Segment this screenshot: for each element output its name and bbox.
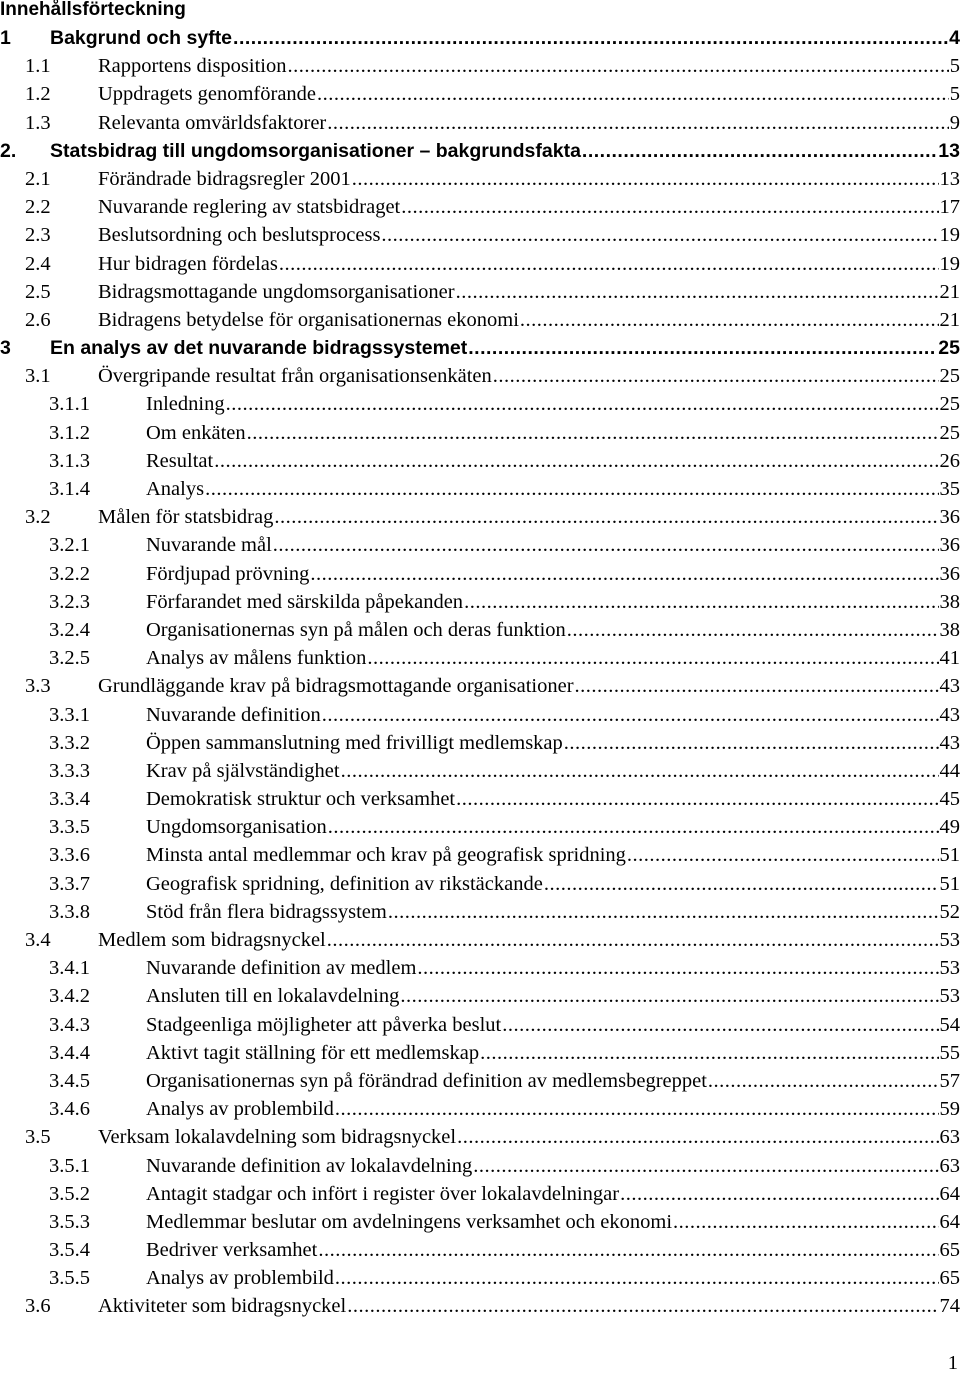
- toc-entry-number: 2.1: [25, 167, 51, 190]
- toc-entry-number: 3.4.4: [49, 1041, 90, 1064]
- toc-entry[interactable]: [0, 109, 960, 137]
- toc-entry-page: 25: [939, 365, 960, 388]
- dot-leader: [544, 870, 939, 898]
- toc-entry[interactable]: [0, 1180, 960, 1208]
- dot-leader: [381, 221, 938, 249]
- toc-entry-page: 38: [939, 618, 960, 641]
- toc-entry[interactable]: [0, 588, 960, 616]
- toc-entry-number: 3.3.6: [49, 844, 90, 867]
- toc-entry-number: 3.2.3: [49, 590, 90, 613]
- toc-entry-page: 49: [939, 816, 960, 839]
- toc-entry-page: 43: [939, 731, 960, 754]
- toc-entry-page: 17: [939, 196, 960, 219]
- toc-entry-number: 3.5.4: [49, 1239, 90, 1262]
- dot-leader: [247, 419, 939, 447]
- table-of-contents: [0, 24, 960, 1321]
- toc-entry-title: Nuvarande definition av medlem: [146, 957, 417, 980]
- toc-entry-title: Om enkäten: [146, 421, 246, 444]
- toc-entry-title: Fördjupad prövning: [146, 562, 310, 585]
- toc-entry-number: 3.3.1: [49, 703, 90, 726]
- dot-leader: [457, 1123, 938, 1151]
- toc-entry-number: 2.2: [25, 196, 51, 219]
- dot-leader: [620, 1180, 938, 1208]
- toc-entry-page: 43: [939, 703, 960, 726]
- toc-entry-title: Förändrade bidragsregler 2001: [98, 167, 351, 190]
- dot-leader: [347, 1292, 938, 1320]
- dot-leader: [327, 926, 939, 954]
- toc-entry[interactable]: [0, 644, 960, 672]
- toc-entry-page: 53: [939, 985, 960, 1008]
- toc-entry-page: 57: [939, 1069, 960, 1092]
- toc-entry-page: 38: [939, 590, 960, 613]
- dot-leader: [273, 531, 939, 559]
- toc-entry-title: Nuvarande definition: [146, 703, 321, 726]
- toc-entry[interactable]: [0, 390, 960, 418]
- toc-entry-page: 64: [939, 1182, 960, 1205]
- toc-entry-number: 3.3.3: [49, 759, 90, 782]
- toc-entry-page: 51: [939, 844, 960, 867]
- dot-leader: [335, 1264, 939, 1292]
- toc-entry-page: 25: [939, 393, 960, 416]
- toc-entry-page: 5: [949, 83, 960, 106]
- toc-entry[interactable]: [0, 334, 960, 362]
- toc-entry-page: 63: [939, 1154, 960, 1177]
- dot-leader: [352, 165, 939, 193]
- toc-entry-title: Relevanta omvärldsfaktorer: [98, 111, 327, 134]
- dot-leader: [205, 475, 938, 503]
- toc-entry[interactable]: [0, 982, 960, 1010]
- toc-entry-title: Analys av problembild: [146, 1267, 334, 1290]
- toc-entry[interactable]: [0, 813, 960, 841]
- toc-entry[interactable]: [0, 1292, 960, 1320]
- toc-entry-page: 55: [939, 1041, 960, 1064]
- toc-entry[interactable]: [0, 278, 960, 306]
- toc-entry-page: 21: [939, 308, 960, 331]
- dot-leader: [279, 250, 939, 278]
- toc-entry-title: Uppdragets genomförande: [98, 83, 317, 106]
- toc-entry-title: Ungdomsorganisation: [146, 816, 327, 839]
- toc-heading: Innehållsförteckning: [0, 0, 186, 20]
- toc-entry-title: Aktivt tagit ställning för ett medlemskap: [146, 1041, 480, 1064]
- dot-leader: [456, 785, 938, 813]
- toc-entry-title: Stadgeenliga möjligheter att påverka beslut: [146, 1013, 502, 1036]
- toc-entry-page: 59: [939, 1098, 960, 1121]
- toc-entry-page: 36: [939, 562, 960, 585]
- toc-entry-page: 35: [939, 478, 960, 500]
- toc-entry[interactable]: [0, 560, 960, 588]
- toc-entry[interactable]: [0, 757, 960, 785]
- toc-entry-page: 25: [939, 421, 960, 444]
- toc-entry[interactable]: [0, 616, 960, 644]
- dot-leader: [456, 278, 939, 306]
- toc-entry-page: 51: [939, 872, 960, 895]
- toc-entry[interactable]: [0, 447, 960, 475]
- toc-entry-page: 52: [939, 900, 960, 923]
- toc-entry-title: Nuvarande definition av lokalavdelning: [146, 1154, 473, 1177]
- dot-leader: [708, 1067, 939, 1095]
- toc-entry-title: Bidragsmottagande ungdomsorganisationer: [98, 280, 455, 303]
- toc-entry[interactable]: [0, 250, 960, 278]
- dot-leader: [318, 1236, 938, 1264]
- toc-entry-number: 3.4.3: [49, 1013, 90, 1036]
- dot-leader: [388, 898, 939, 926]
- toc-entry-number: 3.2.1: [49, 534, 90, 557]
- toc-entry-title: Medlem som bidragsnyckel: [98, 929, 326, 951]
- dot-leader: [567, 616, 939, 644]
- toc-entry-page: 13: [939, 167, 960, 190]
- toc-entry-page: 43: [939, 675, 960, 698]
- toc-entry-title: Minsta antal medlemmar och krav på geografisk spridning: [146, 844, 626, 867]
- toc-entry[interactable]: [0, 137, 960, 165]
- toc-entry[interactable]: [0, 221, 960, 249]
- toc-entry-title: Bidragens betydelse för organisationernas ekonomi: [98, 308, 519, 331]
- toc-entry[interactable]: [0, 1123, 960, 1151]
- toc-entry-number: 3.3: [25, 675, 51, 698]
- toc-entry[interactable]: [0, 1152, 960, 1180]
- toc-entry-number: 3.3.8: [49, 900, 90, 923]
- toc-entry[interactable]: [0, 503, 960, 531]
- toc-entry-number: 3.4.5: [49, 1069, 90, 1092]
- toc-entry-title: Geografisk spridning, definition av rikstäckande: [146, 872, 543, 895]
- dot-leader: [564, 729, 939, 757]
- toc-entry[interactable]: [0, 475, 960, 503]
- toc-entry-number: 3.4.2: [49, 985, 90, 1008]
- toc-entry-title: Öppen sammanslutning med frivilligt medlemskap: [146, 731, 563, 754]
- toc-entry[interactable]: [0, 701, 960, 729]
- toc-entry-title: Verksam lokalavdelning som bidragsnyckel: [98, 1126, 457, 1149]
- toc-entry-page: 45: [939, 788, 960, 811]
- toc-entry-title: Förfarandet med särskilda påpekanden: [146, 590, 464, 613]
- toc-entry-title: Statsbidrag till ungdomsorganisationer – bakgrundsfakta: [50, 139, 581, 162]
- toc-entry-number: 3.3.2: [49, 731, 90, 754]
- toc-entry-title: Beslutsordning och beslutsprocess: [98, 224, 381, 247]
- dot-leader: [401, 193, 938, 221]
- toc-entry-number: 3.3.5: [49, 816, 90, 839]
- toc-entry-title: Ansluten till en lokalavdelning: [146, 985, 400, 1008]
- toc-entry-title: Rapportens disposition: [98, 55, 287, 78]
- toc-entry[interactable]: [0, 306, 960, 334]
- dot-leader: [367, 644, 938, 672]
- toc-entry-page: 5: [949, 55, 960, 78]
- toc-entry-page: 74: [939, 1295, 960, 1318]
- toc-entry-number: 3.2.2: [49, 562, 90, 585]
- toc-entry-number: 3: [0, 337, 11, 360]
- toc-entry-number: 3.1.4: [49, 478, 90, 500]
- dot-leader: [214, 447, 938, 475]
- dot-leader: [520, 306, 939, 334]
- dot-leader: [480, 1039, 938, 1067]
- toc-entry[interactable]: [0, 729, 960, 757]
- toc-entry-number: 3.1: [25, 365, 51, 388]
- toc-entry-page: 19: [939, 252, 960, 275]
- dot-leader: [417, 954, 938, 982]
- toc-entry-title: Analys: [146, 478, 205, 500]
- toc-entry[interactable]: [0, 52, 960, 80]
- toc-entry-number: 3.3.4: [49, 788, 90, 811]
- toc-entry-title: Demokratisk struktur och verksamhet: [146, 788, 456, 811]
- toc-entry-page: 65: [939, 1267, 960, 1290]
- dot-leader: [287, 52, 948, 80]
- toc-entry-title: Organisationernas syn på förändrad definition av medlemsbegreppet: [146, 1069, 707, 1092]
- toc-entry-number: 2.6: [25, 308, 51, 331]
- toc-entry[interactable]: [0, 926, 960, 954]
- toc-entry-title: Hur bidragen fördelas: [98, 252, 278, 275]
- dot-leader: [473, 1152, 938, 1180]
- toc-entry-title: Nuvarande reglering av statsbidraget: [98, 196, 401, 219]
- toc-entry-page: 21: [939, 280, 960, 303]
- toc-entry-page: 54: [939, 1013, 960, 1036]
- toc-entry-page: 65: [939, 1239, 960, 1262]
- toc-entry-title: Grundläggande krav på bidragsmottagande organisationer: [98, 675, 574, 698]
- toc-entry[interactable]: [0, 165, 960, 193]
- dot-leader: [468, 334, 937, 362]
- toc-entry-page: 13: [938, 139, 960, 162]
- toc-entry-number: 2.4: [25, 252, 51, 275]
- toc-entry[interactable]: [0, 898, 960, 926]
- toc-entry[interactable]: [0, 362, 960, 390]
- toc-entry[interactable]: [0, 785, 960, 813]
- toc-entry-title: Aktiviteter som bidragsnyckel: [98, 1295, 347, 1318]
- toc-entry[interactable]: [0, 531, 960, 559]
- toc-entry[interactable]: [0, 80, 960, 108]
- toc-entry-page: 36: [939, 534, 960, 557]
- toc-entry[interactable]: [0, 419, 960, 447]
- toc-entry-number: 3.2: [25, 506, 51, 529]
- toc-entry-title: Antagit stadgar och infört i register över lokalavdelningar: [146, 1182, 620, 1205]
- toc-entry-page: 63: [939, 1126, 960, 1149]
- toc-entry-number: 2.3: [25, 224, 51, 247]
- toc-entry-title: Nuvarande mål: [146, 534, 272, 557]
- dot-leader: [575, 672, 939, 700]
- toc-entry-title: En analys av det nuvarande bidragssystemet: [50, 337, 468, 360]
- toc-entry-number: 1.2: [25, 83, 51, 106]
- page-number: 1: [947, 1352, 958, 1374]
- toc-entry-page: 4: [949, 27, 960, 49]
- toc-entry-page: 64: [939, 1210, 960, 1233]
- dot-leader: [502, 1011, 938, 1039]
- toc-entry-title: Målen för statsbidrag: [98, 506, 274, 529]
- dot-leader: [335, 1095, 939, 1123]
- dot-leader: [233, 24, 948, 52]
- toc-entry-number: 3.1.2: [49, 421, 90, 444]
- toc-entry-number: 1.1: [25, 55, 51, 78]
- toc-entry-number: 1: [0, 27, 11, 49]
- toc-entry[interactable]: [0, 1011, 960, 1039]
- toc-entry-number: 3.6: [25, 1295, 51, 1318]
- toc-entry-number: 3.2.5: [49, 647, 90, 670]
- dot-leader: [226, 390, 939, 418]
- dot-leader: [493, 362, 939, 390]
- toc-entry-number: 3.5.3: [49, 1210, 90, 1233]
- toc-entry-page: 26: [939, 449, 960, 472]
- toc-entry[interactable]: [0, 954, 960, 982]
- dot-leader: [328, 813, 939, 841]
- dot-leader: [274, 503, 938, 531]
- toc-entry-page: 36: [939, 506, 960, 529]
- toc-entry-number: 3.5: [25, 1126, 51, 1149]
- dot-leader: [673, 1208, 938, 1236]
- toc-entry-number: 3.2.4: [49, 618, 90, 641]
- toc-entry-title: Resultat: [146, 449, 214, 472]
- toc-entry-title: Bakgrund och syfte: [50, 27, 233, 49]
- toc-entry[interactable]: [0, 841, 960, 869]
- toc-entry-page: 44: [939, 759, 960, 782]
- toc-entry-number: 3.5.1: [49, 1154, 90, 1177]
- toc-entry-title: Analys av problembild: [146, 1098, 334, 1121]
- dot-leader: [341, 757, 939, 785]
- dot-leader: [582, 137, 937, 165]
- toc-entry-page: 53: [939, 957, 960, 980]
- toc-entry-number: 3.4.1: [49, 957, 90, 980]
- toc-entry[interactable]: [0, 24, 960, 52]
- toc-entry-number: 3.1.3: [49, 449, 90, 472]
- toc-entry[interactable]: [0, 1264, 960, 1292]
- toc-entry-number: 3.5.5: [49, 1267, 90, 1290]
- dot-leader: [464, 588, 938, 616]
- dot-leader: [322, 701, 939, 729]
- toc-entry-number: 3.4.6: [49, 1098, 90, 1121]
- toc-entry-title: Bedriver verksamhet: [146, 1239, 318, 1262]
- toc-entry-title: Krav på självständighet: [146, 759, 340, 782]
- toc-entry-page: 53: [939, 929, 960, 951]
- toc-entry-title: Inledning: [146, 393, 225, 416]
- toc-entry[interactable]: [0, 1039, 960, 1067]
- toc-entry[interactable]: [0, 672, 960, 700]
- toc-entry-title: Stöd från flera bidragssystem: [146, 900, 387, 923]
- toc-entry-number: 3.4: [25, 929, 51, 951]
- toc-entry-number: 3.1.1: [49, 393, 90, 416]
- toc-entry-page: 9: [949, 111, 960, 134]
- toc-entry-number: 3.5.2: [49, 1182, 90, 1205]
- toc-entry-number: 2.: [0, 139, 17, 162]
- dot-leader: [317, 80, 949, 108]
- toc-entry[interactable]: [0, 870, 960, 898]
- toc-entry-title: Analys av målens funktion: [146, 647, 367, 670]
- toc-entry-number: 2.5: [25, 280, 51, 303]
- toc-entry-page: 25: [938, 337, 960, 360]
- dot-leader: [310, 560, 938, 588]
- toc-entry-title: Medlemmar beslutar om avdelningens verksamhet och ekonomi: [146, 1210, 673, 1233]
- toc-entry-number: 1.3: [25, 111, 51, 134]
- toc-entry-page: 41: [939, 647, 960, 670]
- toc-entry-title: Övergripande resultat från organisationsenkäten: [98, 365, 492, 388]
- dot-leader: [627, 841, 939, 869]
- toc-entry[interactable]: [0, 1095, 960, 1123]
- toc-entry[interactable]: [0, 1067, 960, 1095]
- toc-entry[interactable]: [0, 1236, 960, 1264]
- toc-entry-number: 3.3.7: [49, 872, 90, 895]
- dot-leader: [327, 109, 948, 137]
- dot-leader: [400, 982, 938, 1010]
- toc-entry[interactable]: [0, 193, 960, 221]
- toc-entry-title: Organisationernas syn på målen och deras funktion: [146, 618, 566, 641]
- toc-entry-page: 19: [939, 224, 960, 247]
- toc-entry[interactable]: [0, 1208, 960, 1236]
